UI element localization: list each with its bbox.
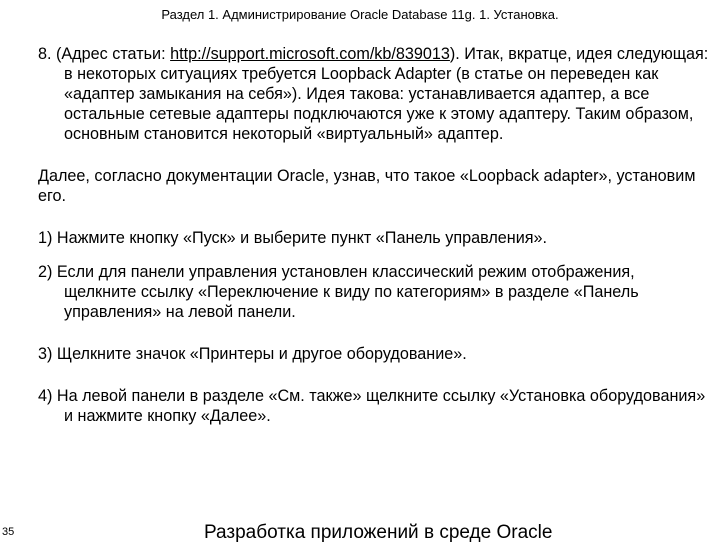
article-link[interactable]: http://support.microsoft.com/kb/839013 xyxy=(170,45,450,63)
footer-title: Разработка приложений в среде Oracle xyxy=(204,522,553,543)
intro-paragraph: Далее, согласно документации Oracle, узнав, что такое «Loopback adapter», установим его. xyxy=(38,167,696,205)
step-2: 2) Если для панели управления установлен классический режим отображения, щелкните ссылку «Переключение к виду по категориям» в разделе «Панель управления» на левой панели. xyxy=(38,263,639,321)
paragraph-item-8 xyxy=(38,44,710,144)
page-header: Раздел 1. Администрирование Oracle Database 11g. 1. Установка. xyxy=(161,7,559,22)
step-1: 1) Нажмите кнопку «Пуск» и выберите пункт «Панель управления». xyxy=(38,229,548,247)
step-4: 4) На левой панели в разделе «См. также» щелкните ссылку «Установка оборудования» и нажмите кнопку «Далее». xyxy=(38,387,706,425)
paragraph-8-suffix: ). Итак, вкратце, идея следующая: в некоторых ситуациях требуется Loopback Adapter (в статье он переведен как «адаптер замыкания на себя»). Идея такова: устанавливается адаптер, а все остальные сетевые адаптеры подключаются уже к этому адаптеру. Таким образом, основным становится некоторый «виртуальный» адаптер. xyxy=(64,45,709,143)
step-3: 3) Щелкните значок «Принтеры и другое оборудование». xyxy=(38,345,467,363)
paragraph-8-prefix: 8. (Адрес статьи: xyxy=(38,45,171,63)
document-body xyxy=(38,44,710,426)
page-number: 35 xyxy=(2,526,15,538)
